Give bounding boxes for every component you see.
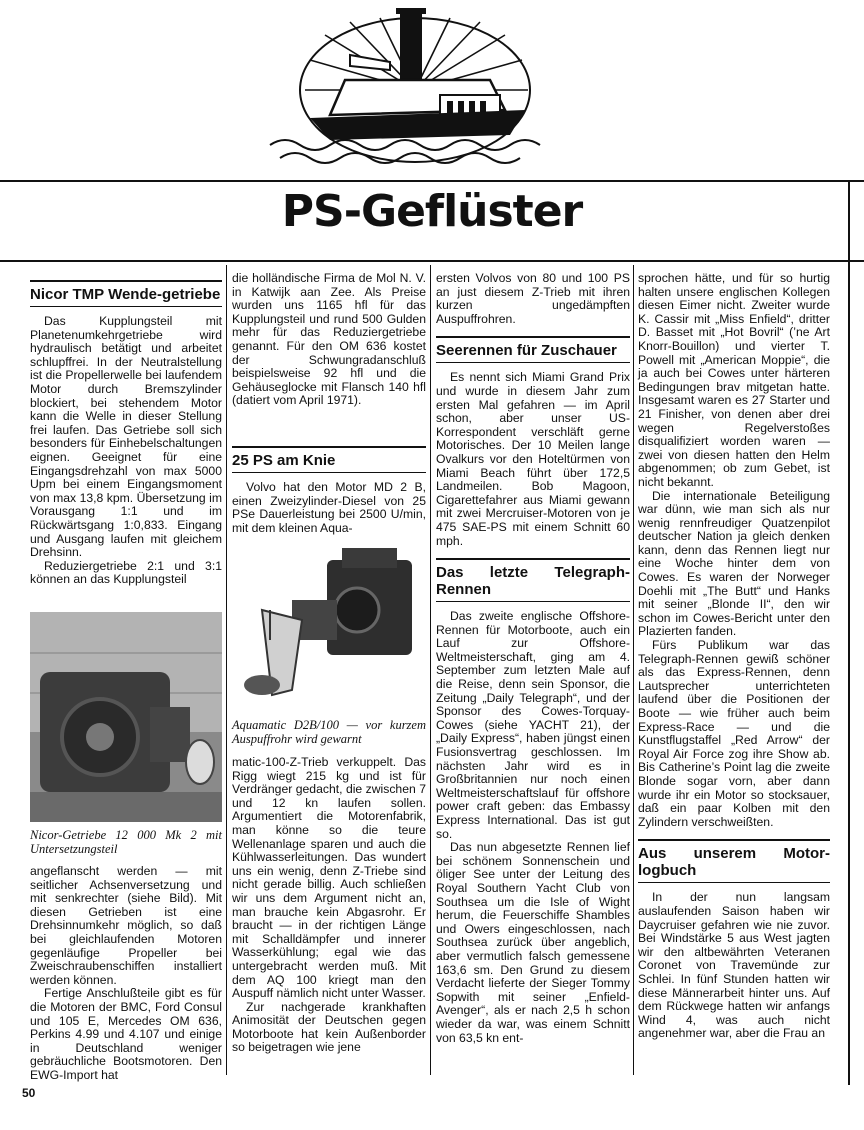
page-title: PS-Geflüster bbox=[281, 186, 583, 237]
caption-aquamatic: Aquamatic D2B/100 — vor kurzem Auspuffrohr wird gewarnt bbox=[232, 718, 426, 746]
paragraph: Volvo hat den Motor MD 2 B, einen Zweizylinder-Diesel von 25 PSe Dauerleistung bei 2500 U/min, mit dem kleinen Aqua- bbox=[232, 479, 426, 535]
steamer-illustration-icon bbox=[250, 0, 570, 180]
heading-telegraph: Das letzte Telegraph-Rennen bbox=[436, 558, 630, 602]
paragraph: Das zweite englische Offshore-Rennen für Motorboote, auch ein Lauf zur Offshore-Weltmeisterschaft, ging am 4. September zum letzten Male auf die Reise, denn sein Sponsor, die Zeitung „Daily Telegraph“, und der Sponsor des Cowes-Torquay-Cowes (siehe YACHT 21), der „Daily Express“, haben jüngst einen Fusionsvertrag geschlossen. Im nächsten Jahr wird es in Großbritannien nur noch einen Weltmeisterschaftslauf für offshore power craft geben: das Embassy Express International. Das ist gut so. bbox=[436, 609, 630, 841]
column-1 bbox=[30, 280, 222, 587]
paragraph: Es nennt sich Miami Grand Prix und wurde in diesem Jahr zum ersten Mal gefahren — im April schon, aber unser US-Korrespondent verschläft gerne Motorisches. Der 10 Meilen lange Ovalkurs vor den Hoteltürmen von Miami Beach führt über 172,5 Landmeilen. Bob Magoon, Cigarettefahrer aus Miami gewann mit zwei Mercruiser-Motoren von je 475 SAE-PS mit einem Schnitt 60 mph. bbox=[436, 370, 630, 548]
right-rule bbox=[848, 180, 850, 1085]
paragraph: ersten Volvos von 80 und 100 PS an just diesem Z-Trieb mit ihren kurzen ungedämpften Auspuffrohren. bbox=[436, 271, 630, 326]
heading-25ps: 25 PS am Knie bbox=[232, 446, 426, 473]
column-3 bbox=[436, 272, 630, 1045]
paragraph: sprochen hätte, und für so hurtig halten unsere englischen Kollegen diesen Eimer nicht. Zweiter wurde K. Cassir mit „Miss Enfield“, dritter D. Basset mit „Hot Bovril“ (’ne Art Knorr-Bouillon) und vierter T. Powell mit „American Moppie“, die ja auch bei Cowes unter härteren Bedingungen brav mitgetan hatte. Insgesamt waren es 27 Starter und 21 Finisher, von denen aber drei wegen Regelverstoßes disqualifiziert worden waren — zwei von diesen hatten den Helm abgenommen; ob zum Gebet, ist nicht bekannt. bbox=[638, 271, 830, 489]
column-2-lower bbox=[232, 718, 426, 1055]
column-4 bbox=[638, 272, 830, 1041]
paragraph: Fertige Anschlußteile gibt es für die Motoren der BMC, Ford Consul und 105 E, Mercedes OM 636, Perkins 4.99 und 4.107 und einige in Deutschland weniger gebräuchliche Bootsmotoren. Den EWG-Import hat bbox=[30, 986, 222, 1082]
paragraph: die holländische Firma de Mol N. V. in Katwijk aan Zee. Als Preise wurden uns 1165 hfl für das Kupplungsteil und rund 500 Gulden mehr für das Reduziergetriebe genannt. Für den OM 636 kostet der Schwungradanschluß beispielsweise 92 hfl und die Gehäuseglocke mit Flansch 140 hfl (datiert vom April 1971). bbox=[232, 271, 426, 408]
column-divider bbox=[633, 265, 634, 1075]
heading-seerennen: Seerennen für Zuschauer bbox=[436, 336, 630, 363]
paragraph: angeflanscht werden — mit seitlicher Achsenversetzung und mit senkrechter (siehe Bild). Mit diesen Getrieben ist eine Drehsinnumkehr möglich, so daß bei gleichlaufenden Motoren gegenläufige Propeller bei Zweischraubenschiffen installiert werden können. bbox=[30, 864, 222, 987]
page-number: 50 bbox=[22, 1086, 36, 1100]
engine-photo bbox=[232, 540, 426, 715]
heading-motorlogbuch: Aus unserem Motor-logbuch bbox=[638, 839, 830, 883]
paragraph: Zur nachgerade krankhaften Animosität der Deutschen gegen Motorboote hat kein Außenborder so beigetragen wie jene bbox=[232, 999, 426, 1055]
paragraph: Reduziergetriebe 2:1 und 3:1 können an das Kupplungsteil bbox=[30, 558, 222, 587]
column-divider bbox=[226, 265, 227, 1075]
heading-nicor: Nicor TMP Wende-getriebe bbox=[30, 280, 222, 307]
paragraph: matic-100-Z-Trieb verkuppelt. Das Rigg wiegt 215 kg und ist für Verdränger gedacht, die zwischen 7 und 12 kn laufen sollen. Argumentiert die Motorenfabrik, man könne so die teure Wellenanlage sparen und auch die Kühlwasserleitungen. Das wundert uns ein wenig, denn Z-Triebe sind nicht gerade billig. Auch schließen wir uns dem Argument nicht an, man brauche kein Abgasrohr. Er braucht — in der richtigen Länge mit Schalldämpfer und innerer Wasserkühlung; egal wie das untergebracht werden muß. Mit dem AQ 100 kriegt man den Auspuff nämlich nicht unter Wasser. bbox=[232, 755, 426, 1001]
column-2 bbox=[232, 272, 426, 535]
paragraph: In der nun langsam auslaufenden Saison haben wir Daycruiser gefahren wie nie zuvor. Bei Windstärke 5 aus West jagten wir den altbewährten Veteranen Coronet von Travemünde zur Schlei. In fünf Stunden hatten wir diese Männerarbeit hinter uns. Auf dem Rückwege hatten wir anfangs Wind 4, was auch nicht angenehmer war, aber die Frau an bbox=[638, 890, 830, 1041]
column-1-lower bbox=[30, 828, 222, 1083]
paragraph: Das nun abgesetzte Rennen lief bei schönem Sonnenschein und öliger See unter der Leitung des Royal Southern Yacht Club von Southsea um die Isle of Wight herum, die Feuerschiffe Shambles und Owers eingeschlossen, nach Southsea zurück über angeblich, aber vermutlich falsch gemessene 163,6 sm. Den Grund zu diesem Verdacht lieferte der Sieger Tommy Sopwith mit seiner „Enfield-Avenger“, als er nach 2,5 h schon wieder da war, was einem Schnitt von 63,5 kn ent- bbox=[436, 840, 630, 1045]
gearbox-photo bbox=[30, 612, 222, 822]
paragraph: Fürs Publikum war das Telegraph-Rennen gewiß schöner als das Express-Rennen, denn Lautsprecher unterrichteten laufend über die Positionen der Boote — wie früher auch beim Express-Race — und die Kunstflugstaffel „Red Arrow“ der Royal Air Force zog ihre Show ab. Bis Catherine’s Point lag die zweite Blonde sogar vorn, aber dann wurde ihr ein Motor so stocksauer, daß ein paar Kolben mit den Zylindern verschweißten. bbox=[638, 638, 830, 829]
column-divider bbox=[430, 265, 431, 1075]
paragraph: Die internationale Beteiligung war dünn, wie man sich als nur wenig rennfreudiger Quatzenpilot deutscher Nation ja gleich denken kann, denn das Rennen liegt nur eine Woche hinter dem von Cowes. Es waren der Norweger Doehli mit „The Butt“ und Hanks mit seiner „Blonde II“, den wir schon im Cowes-Bericht unter den Plazierten fanden. bbox=[638, 488, 830, 639]
caption-nicor: Nicor-Getriebe 12 000 Mk 2 mit Untersetzungsteil bbox=[30, 828, 222, 856]
paragraph: Das Kupplungsteil mit Planetenumkehrgetriebe wird hydraulisch betätigt und arbeitet schlupffrei. In der Neutralstellung ist die Propellerwelle bei laufendem Motor durch Bremszylinder blockiert, bei stehendem Motor kann die Welle in dieser Stellung frei laufen. Das Getriebe soll sich besonders für Einhebelschaltungen eignen. Geeignet für eine Eingangsdrehzahl von max 5000 Upm bei einem Eingangsmoment von max 13,8 kpm. Übersetzung im Vorausgang 1:1 und im Rückwärtsgang 1:0,833. Eingang und Ausgang laufen mit gleichem Drehsinn. bbox=[30, 314, 222, 560]
